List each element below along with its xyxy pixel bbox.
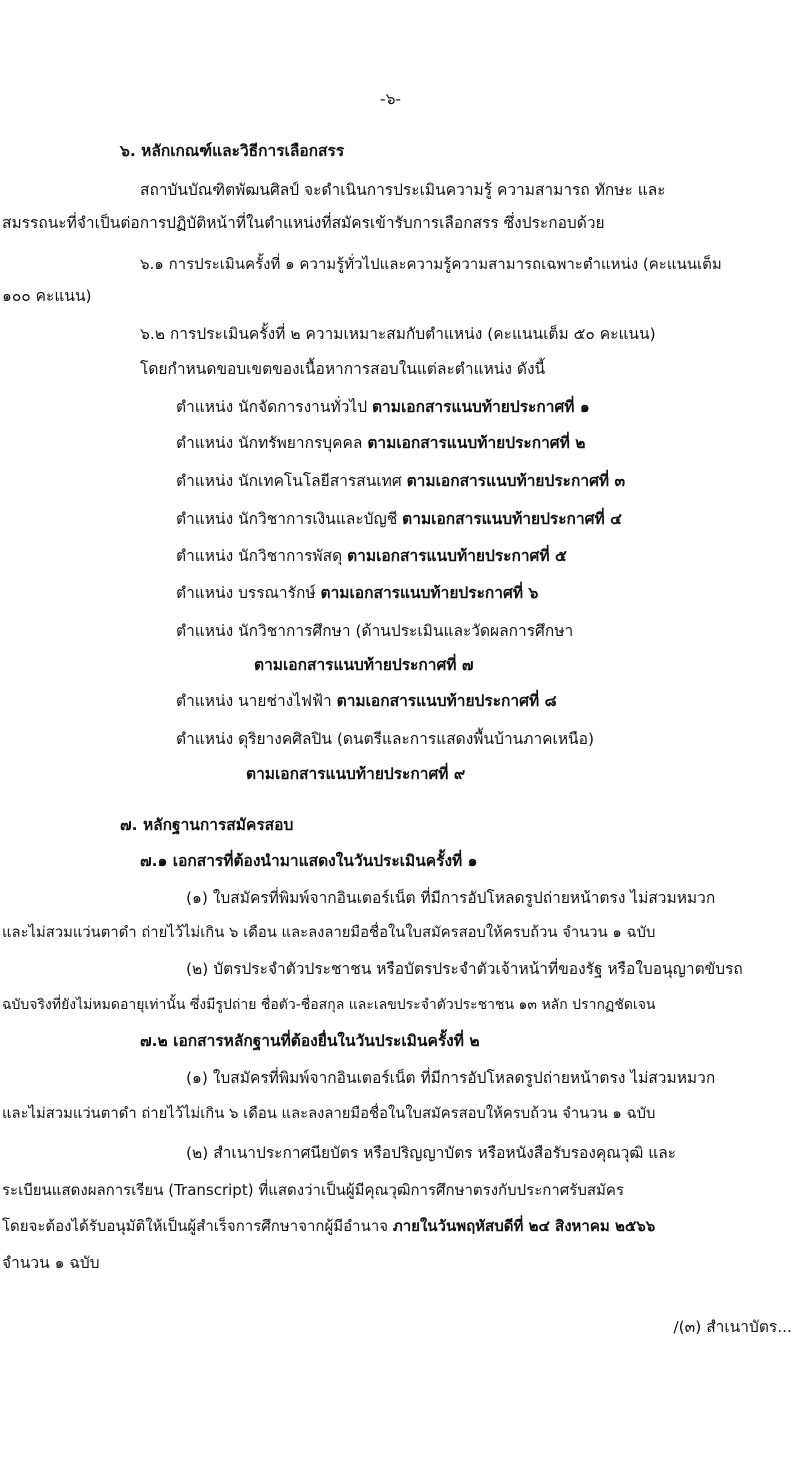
item-7-2-2-line-1: (๒) สำเนาประกาศนียบัตร หรือปริญญาบัตร หรือหนังสือรับรองคุณวุฒิ และ — [186, 1144, 677, 1162]
section-6-intro-line-2: สมรรถนะที่จำเป็นต่อการปฏิบัติหน้าที่ในตำแหน่งที่สมัครเข้ารับการเลือกสรร ซึ่งประกอบด้วย — [2, 214, 605, 232]
section-6-heading: ๖. หลักเกณฑ์และวิธีการเลือกสรร — [120, 142, 345, 160]
page-number: -๖- — [380, 90, 402, 108]
item-7-2-1-line-2: และไม่สวมแว่นตาดำ ถ่ายไว้ไม่เกิน ๖ เดือน และลงลายมือชื่อในใบสมัครสอบให้ครบถ้วน จำนวน ๑ ฉบับ — [2, 1105, 656, 1122]
position-label: ตำแหน่ง นักวิชาการเงินและบัญชี — [176, 510, 398, 528]
position-ref: ตามเอกสารแนบท้ายประกาศที่ ๓ — [406, 472, 626, 490]
item-6-1-line-1: ๖.๑ การประเมินครั้งที่ ๑ ความรู้ทั่วไปและความรู้ความสามารถเฉพาะตำแหน่ง (คะแนนเต็ม — [140, 255, 722, 273]
sub-7-2-heading: ๗.๒ เอกสารหลักฐานที่ต้องยื่นในวันประเมินครั้งที่ ๒ — [140, 1032, 480, 1050]
item-7-1-1-line-1: (๑) ใบสมัครที่พิมพ์จากอินเตอร์เน็ต ที่มีการอัปโหลดรูปถ่ายหน้าตรง ไม่สวมหมวก — [186, 889, 716, 907]
position-row — [176, 432, 585, 454]
item-6-2: ๖.๒ การประเมินครั้งที่ ๒ ความเหมาะสมกับตำแหน่ง (คะแนนเต็ม ๕๐ คะแนน) — [140, 325, 656, 343]
position-row — [176, 396, 590, 418]
position-row — [176, 690, 557, 712]
position-ref: ตามเอกสารแนบท้ายประกาศที่ ๘ — [336, 692, 557, 710]
section-6-intro-line-1: สถาบันบัณฑิตพัฒนศิลป์ จะดำเนินการประเมินความรู้ ความสามารถ ทักษะ และ — [140, 181, 666, 199]
item-6-1-line-2: ๑๐๐ คะแนน) — [2, 287, 92, 305]
position-row — [176, 582, 538, 604]
position-row — [176, 545, 567, 567]
item-7-2-2-line-4: จำนวน ๑ ฉบับ — [2, 1254, 100, 1272]
position-label: ตำแหน่ง นายช่างไฟฟ้า — [176, 692, 332, 710]
position-label: ตำแหน่ง ดุริยางคศิลปิน (ดนตรีและการแสดงพื้นบ้านภาคเหนือ) — [176, 730, 595, 748]
position-label: ตำแหน่ง บรรณารักษ์ — [176, 584, 316, 602]
position-row — [176, 470, 625, 492]
position-label: ตำแหน่ง นักจัดการงานทั่วไป — [176, 398, 368, 416]
position-ref: ตามเอกสารแนบท้ายประกาศที่ ๑ — [371, 398, 590, 416]
section-7-heading: ๗. หลักฐานการสมัครสอบ — [120, 816, 294, 834]
approval-text: โดยจะต้องได้รับอนุมัติให้เป็นผู้สำเร็จการศึกษาจากผู้มีอำนาจ — [2, 1217, 389, 1235]
position-ref: ตามเอกสารแนบท้ายประกาศที่ ๙ — [246, 765, 466, 783]
position-ref: ตามเอกสารแนบท้ายประกาศที่ ๗ — [254, 656, 474, 674]
sub-7-1-heading: ๗.๑ เอกสารที่ต้องนำมาแสดงในวันประเมินครั้งที่ ๑ — [140, 852, 478, 870]
position-ref: ตามเอกสารแนบท้ายประกาศที่ ๖ — [320, 584, 539, 602]
item-7-1-1-line-2: และไม่สวมแว่นตาดำ ถ่ายไว้ไม่เกิน ๖ เดือน และลงลายมือชื่อในใบสมัครสอบให้ครบถ้วน จำนวน ๑ ฉบับ — [2, 924, 656, 941]
item-7-1-2-line-2: ฉบับจริงที่ยังไม่หมดอายุเท่านั้น ซึ่งมีรูปถ่าย ชื่อตัว-ชื่อสกุล และเลขประจำตัวประชาชน ๑๓ หลัก ปรากฏชัดเจน — [2, 997, 656, 1013]
deadline-date: ภายในวันพฤหัสบดีที่ ๒๔ สิงหาคม ๒๕๖๖ — [392, 1217, 656, 1235]
position-label: ตำแหน่ง นักเทคโนโลยีสารสนเทศ — [176, 472, 402, 490]
position-ref: ตามเอกสารแนบท้ายประกาศที่ ๕ — [347, 547, 567, 565]
item-7-2-1-line-1: (๑) ใบสมัครที่พิมพ์จากอินเตอร์เน็ต ที่มีการอัปโหลดรูปถ่ายหน้าตรง ไม่สวมหมวก — [186, 1069, 716, 1087]
continuation-note: /(๓) สำเนาบัตร... — [673, 1318, 792, 1336]
item-7-2-2-line-2: ระเบียนแสดงผลการเรียน (Transcript) ที่แสดงว่าเป็นผู้มีคุณวุฒิการศึกษาตรงกับประกาศรับสมัคร — [2, 1181, 625, 1199]
position-label: ตำแหน่ง นักทรัพยากรบุคคล — [176, 434, 363, 452]
position-label: ตำแหน่ง นักวิชาการพัสดุ — [176, 547, 343, 565]
item-7-1-2-line-1: (๒) บัตรประจำตัวประชาชน หรือบัตรประจำตัวเจ้าหน้าที่ของรัฐ หรือใบอนุญาตขับรถ — [186, 960, 743, 978]
position-ref: ตามเอกสารแนบท้ายประกาศที่ ๒ — [367, 434, 586, 452]
item-7-2-2-line-3 — [2, 1215, 655, 1237]
scope-intro: โดยกำหนดขอบเขตของเนื้อหาการสอบในแต่ละตำแหน่ง ดังนี้ — [140, 360, 546, 378]
position-row — [176, 508, 622, 530]
position-label: ตำแหน่ง นักวิชาการศึกษา (ด้านประเมินและวัดผลการศึกษา — [176, 622, 574, 640]
position-ref: ตามเอกสารแนบท้ายประกาศที่ ๔ — [402, 510, 622, 528]
